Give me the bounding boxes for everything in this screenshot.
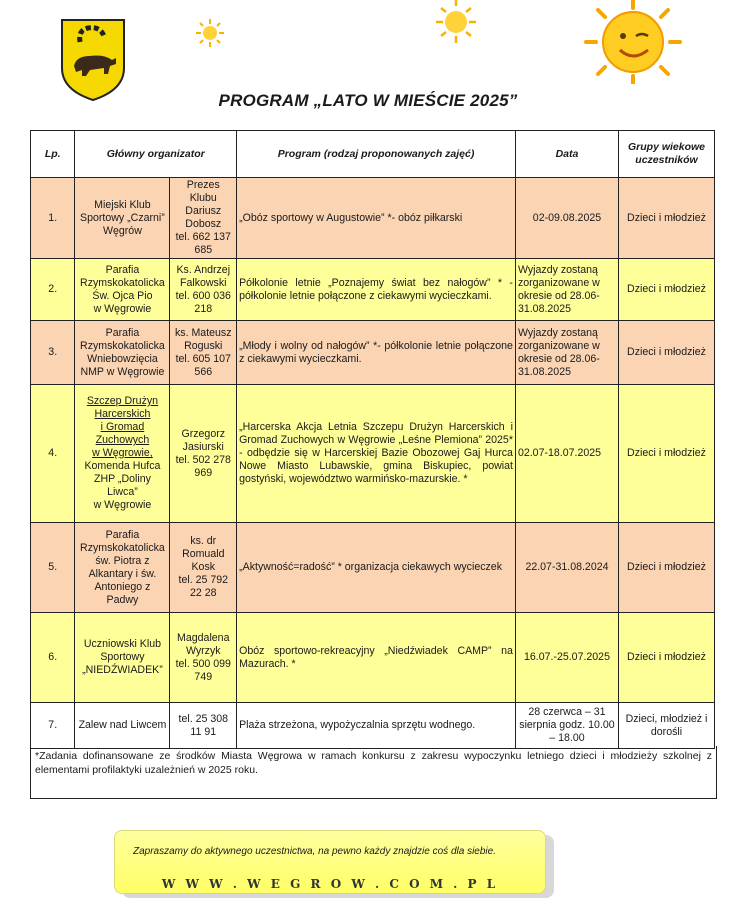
cell-line: Liwca” (107, 486, 138, 498)
cell-organizer (75, 385, 170, 523)
cell-lp: 7. (31, 703, 75, 749)
cell-line: tel. 500 099 (175, 657, 231, 670)
cell-date: 02-09.08.2025 (515, 178, 618, 259)
website-link[interactable]: W W W . W E G R O W . C O M . P L (161, 877, 499, 891)
cell-date: Wyjazdy zostaną zorganizowane w okresie od 28.06-31.08.2025 (515, 321, 618, 385)
sun-icon (432, 0, 480, 44)
cell-program: Półkolonie letnie „Poznajemy świat bez nałogów” * - półkolonie letnie połączone z ciekawymi wycieczkami. (237, 259, 516, 321)
header-date: Data (515, 131, 618, 178)
cell-line: Zalew nad Liwcem (78, 719, 167, 731)
invitation-banner (114, 830, 546, 894)
cell-groups: Dzieci i młodzież (619, 613, 715, 703)
header-lp: Lp. (31, 131, 75, 178)
cell-organizer (75, 523, 170, 613)
page-title: PROGRAM „LATO W MIEŚCIE 2025” (218, 91, 518, 110)
cell-line: Miejski Klub (94, 198, 151, 211)
cell-line: 218 (194, 302, 213, 315)
table-row (31, 703, 715, 749)
cell-line: Sportowy „Czarni” (80, 211, 165, 224)
cell-line: i Gromad (100, 421, 145, 433)
cell-lp: 4. (31, 385, 75, 523)
cell-line: tel. 25 792 (178, 574, 228, 586)
cell-organizer (75, 321, 170, 385)
cell-line: Roguski (184, 339, 223, 352)
cell-line: Rzymskokatolicka (80, 339, 165, 352)
cell-line: ks. dr (190, 535, 217, 547)
cell-line: Św. Ojca Pio (92, 289, 153, 302)
cell-line: tel. 662 137 (175, 231, 231, 243)
banner-text: Zapraszamy do aktywnego uczestnictwa, na pewno każdy znajdzie coś dla siebie. (133, 846, 496, 857)
cell-line: Jasiurski (182, 440, 224, 453)
cell-line: ZHP „Doliny (93, 473, 151, 485)
cell-line: Grzegorz (181, 427, 226, 440)
cell-groups: Dzieci i młodzież (619, 259, 715, 321)
cell-line: Alkantary i św. (88, 567, 157, 580)
cell-line: Parafia (105, 263, 140, 276)
cell-organizer (75, 703, 170, 749)
cell-line: w Węgrowie, (92, 447, 153, 459)
cell-contact (170, 178, 237, 259)
cell-groups: Dzieci, młodzież i dorośli (619, 703, 715, 749)
cell-line: Uczniowski Klub (83, 638, 161, 650)
cell-line: w Węgrowie (93, 499, 152, 511)
cell-line: 11 91 (190, 725, 217, 738)
cell-line: Antoniego z (94, 580, 151, 593)
coat-of-arms-icon (60, 18, 126, 102)
cell-date: 22.07-31.08.2024 (515, 523, 618, 613)
cell-line: 22 28 (190, 587, 217, 599)
cell-line: Szczep Drużyn (86, 395, 159, 407)
cell-line: Prezes Klubu (186, 179, 220, 204)
cell-contact (170, 703, 237, 749)
table-row (31, 523, 715, 613)
cell-line: Dariusz (185, 205, 222, 217)
header-organizer: Główny organizator (75, 131, 237, 178)
cell-line: Padwy (106, 593, 139, 606)
cell-line: tel. 25 308 (178, 712, 228, 725)
cell-groups: Dzieci i młodzież (619, 178, 715, 259)
cell-groups: Dzieci i młodzież (619, 385, 715, 523)
table-row (31, 385, 715, 523)
cell-organizer (75, 178, 170, 259)
cell-line: ks. Mateusz (175, 326, 232, 339)
cell-line: 685 (194, 244, 213, 256)
cell-line: Węgrów (103, 224, 142, 237)
cell-date: Wyjazdy zostaną zorganizowane w okresie od 28.06-31.08.2025 (515, 259, 618, 321)
cell-line: Magdalena (177, 631, 230, 644)
cell-groups: Dzieci i młodzież (619, 321, 715, 385)
cell-program: Plaża strzeżona, wypożyczalnia sprzętu wodnego. (237, 703, 516, 749)
sun-icon (195, 18, 225, 48)
header-program: Program (rodzaj proponowanych zajęć) (237, 131, 516, 178)
table-row (31, 321, 715, 385)
cell-lp: 3. (31, 321, 75, 385)
cell-date: 16.07.-25.07.2025 (515, 613, 618, 703)
cell-contact (170, 613, 237, 703)
cell-line: Zuchowych (95, 434, 150, 446)
cell-line: „NIEDŹWIADEK” (82, 664, 163, 676)
cell-line: tel. 600 036 (175, 289, 231, 302)
cell-line: Sportowy (100, 651, 145, 663)
cell-lp: 2. (31, 259, 75, 321)
cell-line: tel. 605 107 (175, 352, 231, 365)
header-groups: Grupy wiekowe uczestników (619, 131, 715, 178)
cell-line: Dobosz (185, 218, 222, 230)
cell-lp: 5. (31, 523, 75, 613)
cell-line: Komenda Hufca (84, 460, 161, 472)
cell-date: 28 czerwca – 31 sierpnia godz. 10.00 – 18.00 (515, 703, 618, 749)
program-table (30, 130, 715, 749)
cell-program: „Młody i wolny od nałogów” *- półkolonie letnie połączone z ciekawymi wycieczkami. (237, 321, 516, 385)
cell-contact (170, 385, 237, 523)
cell-line: 969 (194, 466, 213, 479)
cell-line: Romuald (182, 548, 225, 560)
cell-line: tel. 502 278 (175, 453, 231, 466)
table-row (31, 178, 715, 259)
cell-date: 02.07-18.07.2025 (515, 385, 618, 523)
cell-program: Obóz sportowo-rekreacyjny „Niedźwiadek CAMP” na Mazurach. * (237, 613, 516, 703)
cell-contact (170, 523, 237, 613)
cell-contact (170, 321, 237, 385)
smiling-sun-icon (578, 0, 688, 84)
cell-line: Harcerskich (94, 408, 151, 420)
cell-line: Parafia (105, 326, 140, 339)
cell-organizer (75, 613, 170, 703)
cell-line: Kosk (191, 561, 216, 573)
cell-line: Falkowski (180, 276, 227, 289)
cell-contact (170, 259, 237, 321)
cell-line: Rzymskokatolicka (80, 541, 165, 554)
footnote: *Zadania dofinansowane ze środków Miasta Węgrowa w ramach konkursu z zakresu wypoczynku letniego dzieci i młodzieży szkolnej z elementami profilaktyki uzależnień w 2025 roku. (30, 746, 717, 799)
table-row (31, 613, 715, 703)
cell-lp: 1. (31, 178, 75, 259)
cell-line: 566 (194, 365, 213, 378)
cell-line: Parafia (105, 528, 140, 541)
cell-program: „Aktywność=radość” * organizacja ciekawych wycieczek (237, 523, 516, 613)
cell-lp: 6. (31, 613, 75, 703)
cell-line: Wyrzyk (185, 644, 221, 657)
cell-groups: Dzieci i młodzież (619, 523, 715, 613)
cell-program: „Obóz sportowy w Augustowie” *- obóz piłkarski (237, 178, 516, 259)
table-header-row (31, 131, 715, 178)
cell-program: „Harcerska Akcja Letnia Szczepu Drużyn Harcerskich i Gromad Zuchowych w Węgrowie „Leśne Plemiona” 2025* - odbędzie się w Harcerskiej Bazie Obozowej Gaj Hurca Nowe Miasto Lubawskie, gmina Biskupiec, powiat gostyński, województwo warmińsko-mazurskie. * (237, 385, 516, 523)
cell-line: Rzymskokatolicka (80, 276, 165, 289)
table-row (31, 259, 715, 321)
cell-line: NMP w Węgrowie (80, 365, 165, 378)
cell-line: Wniebowzięcia (87, 352, 158, 365)
cell-line: w Węgrowie (93, 302, 152, 315)
cell-line: 749 (194, 670, 213, 683)
cell-line: św. Piotra z (95, 554, 150, 567)
cell-line: Ks. Andrzej (176, 263, 231, 276)
cell-organizer (75, 259, 170, 321)
